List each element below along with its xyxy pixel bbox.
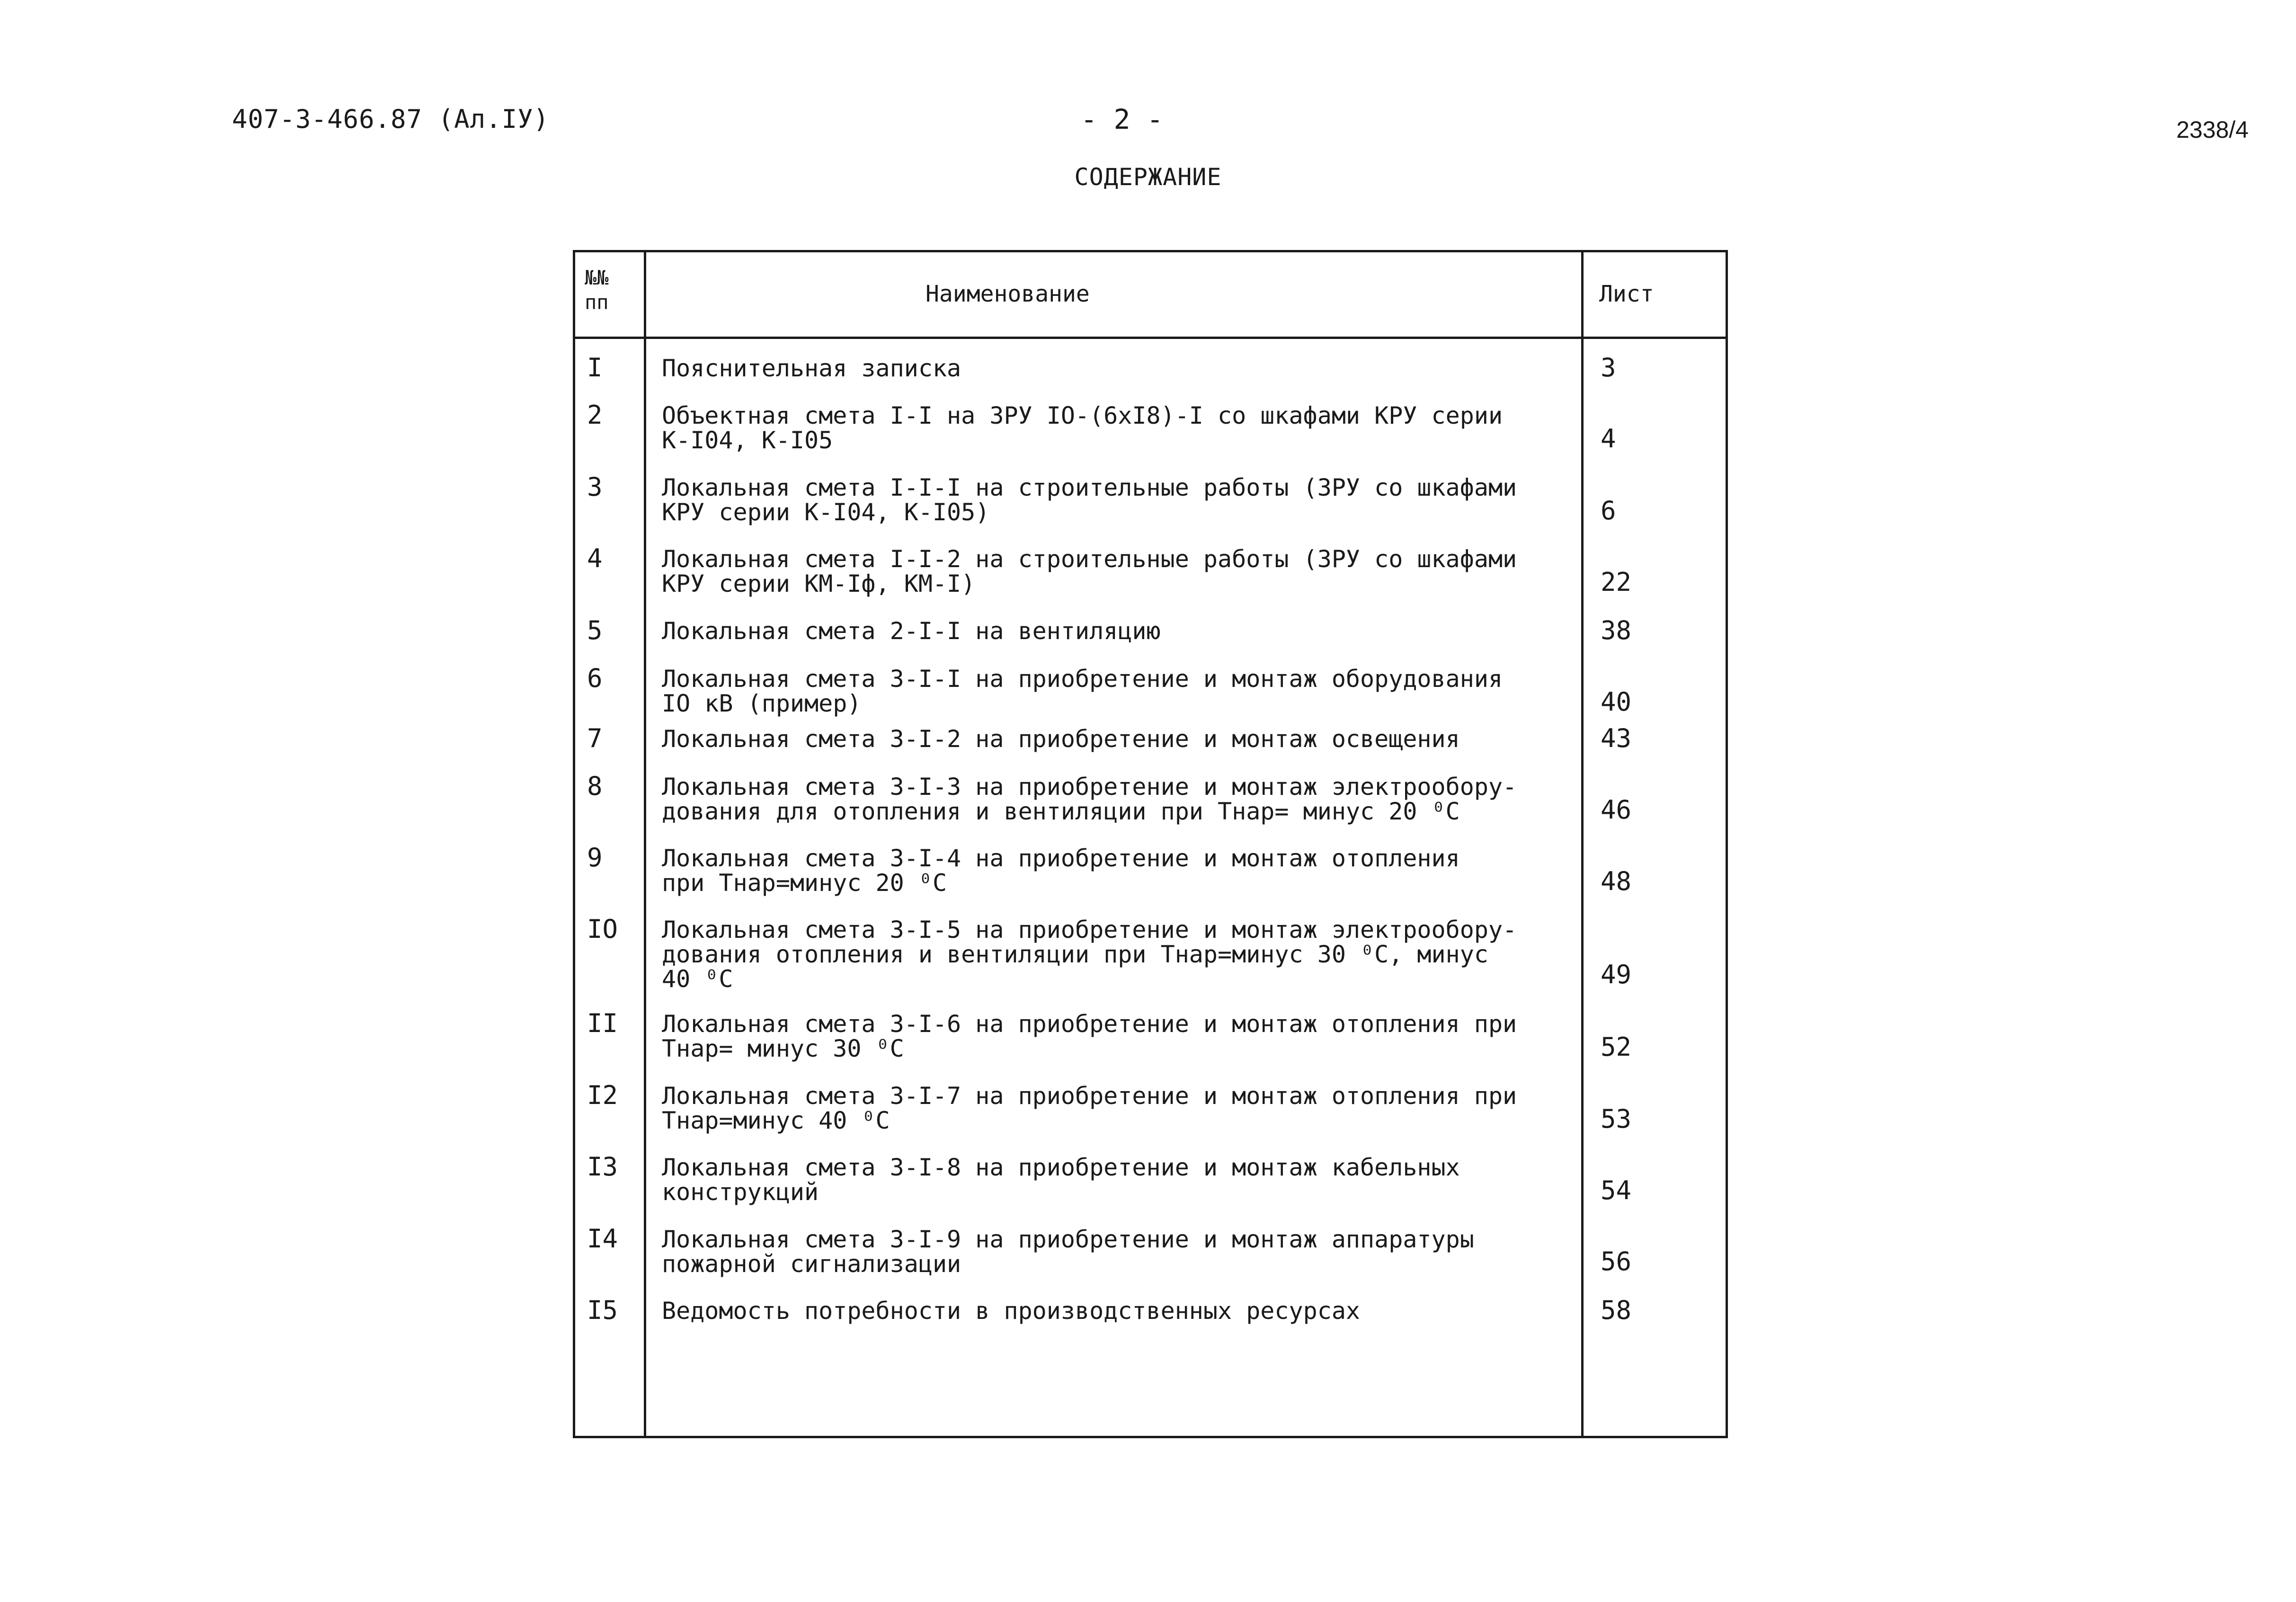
- row-number: 3: [587, 472, 603, 502]
- row-number: 2: [587, 400, 603, 430]
- row-title: Ведомость потребности в производственных ресурсах: [662, 1297, 1361, 1325]
- row-title: Локальная смета 3-I-I на приобретение и монтаж оборудования IО кВ (пример): [662, 665, 1503, 717]
- row-title: Локальная смета 3-I-8 на приобретение и монтаж кабельных конструкций: [662, 1154, 1460, 1206]
- row-title: Локальная смета I-I-2 на строительные работы (ЗРУ со шкафами КРУ серии КМ-Iф, КМ-I): [662, 545, 1517, 597]
- row-sheet-number: 6: [1601, 496, 1616, 525]
- row-number: I3: [587, 1152, 618, 1182]
- row-number: II: [587, 1008, 618, 1038]
- column-header-number: №№ пп: [585, 266, 609, 314]
- row-title: Локальная смета 3-I-2 на приобретение и монтаж освещения: [662, 725, 1460, 753]
- row-number: 5: [587, 615, 603, 645]
- row-sheet-number: 52: [1601, 1032, 1632, 1062]
- row-number: 9: [587, 843, 603, 872]
- row-title: Локальная смета 2-I-I на вентиляцию: [662, 617, 1161, 645]
- archive-mark: 2338/4: [2176, 116, 2249, 143]
- row-title: Локальная смета 3-I-7 на приобретение и монтаж отопления при Тнар=минус 40 ⁰С: [662, 1082, 1517, 1134]
- row-sheet-number: 54: [1601, 1175, 1632, 1205]
- row-sheet-number: 56: [1601, 1246, 1632, 1276]
- row-title: Локальная смета 3-I-4 на приобретение и монтаж отопления при Тнар=минус 20 ⁰С: [662, 845, 1460, 897]
- row-sheet-number: 40: [1601, 687, 1632, 717]
- row-title: Локальная смета 3-I-3 на приобретение и монтаж электрообору- дования для отопления и вентиляции при Тнар= минус 20 ⁰С: [662, 773, 1517, 825]
- row-number: 4: [587, 543, 603, 573]
- row-sheet-number: 3: [1601, 353, 1616, 383]
- row-number: 8: [587, 771, 603, 801]
- document-title: СОДЕРЖАНИЕ: [1074, 163, 1222, 191]
- header-divider: [575, 337, 1726, 339]
- row-title: Локальная смета 3-I-6 на приобретение и монтаж отопления при Тнар= минус 30 ⁰С: [662, 1010, 1517, 1062]
- column-divider-number: [644, 252, 646, 1436]
- column-header-name: Наименование: [926, 281, 1090, 307]
- column-divider-sheet: [1581, 252, 1584, 1436]
- row-number: 6: [587, 663, 603, 693]
- row-sheet-number: 58: [1601, 1295, 1632, 1325]
- row-sheet-number: 53: [1601, 1104, 1632, 1134]
- column-header-sheet: Лист: [1599, 281, 1654, 307]
- row-sheet-number: 4: [1601, 424, 1616, 454]
- row-number: 7: [587, 723, 603, 753]
- row-title: Объектная смета I-I на ЗРУ IО-(6хI8)-I со шкафами КРУ серии К-I04, К-I05: [662, 402, 1503, 454]
- row-title: Локальная смета 3-I-9 на приобретение и монтаж аппаратуры пожарной сигнализации: [662, 1226, 1474, 1278]
- page-number: - 2 -: [1080, 103, 1164, 135]
- row-sheet-number: 38: [1601, 615, 1632, 645]
- row-sheet-number: 48: [1601, 866, 1632, 896]
- row-number: I2: [587, 1080, 618, 1110]
- row-number: I4: [587, 1224, 618, 1254]
- row-title: Локальная смета I-I-I на строительные работы (ЗРУ со шкафами КРУ серии К-I04, К-I05): [662, 474, 1517, 526]
- row-sheet-number: 46: [1601, 795, 1632, 825]
- row-title: Пояснительная записка: [662, 355, 961, 382]
- row-sheet-number: 43: [1601, 723, 1632, 753]
- row-number: I: [587, 353, 603, 383]
- row-title: Локальная смета 3-I-5 на приобретение и монтаж электрообору- дования отопления и вентиляции при Тнар=минус 30 ⁰С, минус 40 ⁰С: [662, 916, 1517, 993]
- document-code: 407-3-466.87 (Ал.IУ): [232, 104, 550, 134]
- row-sheet-number: 22: [1601, 567, 1632, 597]
- row-number: IО: [587, 914, 618, 944]
- row-number: I5: [587, 1295, 618, 1325]
- contents-table: [573, 250, 1728, 1438]
- row-sheet-number: 49: [1601, 960, 1632, 989]
